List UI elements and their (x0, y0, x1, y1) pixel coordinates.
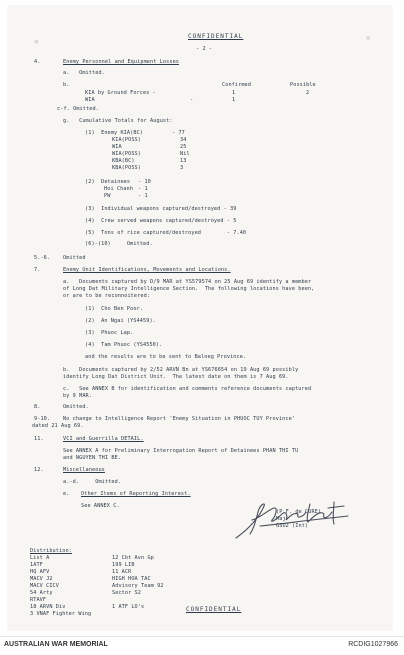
section-11-title: VCI and Guerrilla DETAIL. (63, 436, 144, 442)
kia-confirmed: 1 (232, 90, 236, 96)
distribution-item: 199 LIB (112, 562, 135, 568)
section-4-a: a. Omitted. (63, 70, 105, 76)
section-12-e-title: Other Items of Reporting Interest. (81, 491, 191, 497)
distribution-item: MACV J2 (30, 576, 53, 582)
g2-value: - 1 (138, 186, 148, 192)
g2-row: Hoi Chanh (104, 186, 134, 192)
distribution-item: HIGH HOA TAC (112, 576, 151, 582)
g1-value: Nil (180, 151, 190, 157)
column-possible: Possible (290, 82, 316, 88)
distribution-item: MACV CICV (30, 583, 60, 589)
section-11-line: See ANNEX A for Preliminary Interrogation Report of Detainees PHAN THI TU (63, 448, 299, 454)
location-item: (1) Cho Ben Poor. (85, 306, 144, 312)
kia-label: KIA by Ground Forces - (85, 90, 156, 96)
section-5-6-text: Omitted (63, 255, 86, 261)
distribution-item: 1 ATF LO's (112, 604, 145, 610)
section-11-line: and NGUYEN THI BE. (63, 455, 122, 461)
section-4-number: 4. (34, 59, 41, 65)
g1-value: 13 (180, 158, 187, 164)
column-confirmed: Confirmed (222, 82, 252, 88)
g1-row: WIA(POSS) (112, 151, 142, 157)
signatory-rank: Maj (276, 516, 286, 522)
distribution-item: 18 ARVN Div (30, 604, 66, 610)
section-12-number: 12. (34, 467, 44, 473)
distribution-item: 12 Cbt Avn Gp (112, 555, 154, 561)
g1-value: 3 (180, 165, 184, 171)
wia-dash: - (190, 97, 194, 103)
distribution-item: HQ AFV (30, 569, 50, 575)
section-4-b-label: b. (63, 82, 70, 88)
section-9-10-number: 9-10. (34, 416, 51, 422)
section-12-e-text: See ANNEX C. (81, 503, 120, 509)
faint-stamp-left: ⊕ (34, 38, 39, 46)
section-7-number: 7. (34, 267, 41, 273)
g1-row: KBA(POSS) (112, 165, 142, 171)
section-4-g: g. Cumulative Totals for August: (63, 118, 173, 124)
section-5-6-number: 5.-6. (34, 255, 51, 261)
location-item: (2) An Ngai (YS4459). (85, 318, 156, 324)
g2-value: - 1 (138, 193, 148, 199)
wia-confirmed: 1 (232, 97, 236, 103)
g1-row: WIA (112, 144, 122, 150)
distribution-item: 1ATF (30, 562, 43, 568)
g1-row: KIA(POSS) (112, 137, 142, 143)
distribution-item: 3 VNAF Fighter Wing (30, 611, 92, 617)
g5-line: (5) Tons of rice captured/destroyed - 7.40 (85, 230, 247, 236)
section-7-b-line: b. Documents captured by 2/52 ARVN Bn at YS676654 on 19 Aug 69 possibly (63, 367, 299, 373)
section-9-10-line: dated 21 Aug 69. (32, 423, 84, 429)
g2-row: (2) Detainees (85, 179, 131, 185)
classification-header: CONFIDENTIAL (188, 33, 244, 40)
archive-name: AUSTRALIAN WAR MEMORIAL (4, 641, 108, 648)
classification-footer: CONFIDENTIAL (186, 606, 242, 613)
section-7-results: and the results are to be sent to Baloeg Province. (85, 354, 247, 360)
faint-stamp-right: ⊗ (366, 34, 371, 42)
g1-row: (1) Enemy KIA(BC) (85, 130, 144, 136)
section-8-text: Omitted. (63, 404, 89, 410)
section-12-ad: a.-d. Omitted. (63, 479, 122, 485)
location-item: (3) Phuoc Lap. (85, 330, 134, 336)
signatory-name: (P.F. de CURE) (276, 509, 322, 515)
section-7-b-line: identify Long Dat District Unit. The latest date on them is 7 Aug 69. (63, 374, 289, 380)
distribution-item: 54 Arty (30, 590, 53, 596)
g1-value: 34 (180, 137, 187, 143)
section-12-title: Miscellaneous (63, 467, 105, 473)
section-4-cf: c-f. Omitted. (57, 106, 99, 112)
g3-line: (3) Individual weapons captured/destroyed - 39 (85, 206, 237, 212)
distribution-title: Distribution: (30, 548, 72, 554)
g1-row: KBA(BC) (112, 158, 135, 164)
g2-value: - 10 (138, 179, 151, 185)
handwritten-signature (230, 498, 360, 544)
g1-value: 25 (180, 144, 187, 150)
section-4-title: Enemy Personnel and Equipment Losses (63, 59, 180, 65)
distribution-item: 11 ACR (112, 569, 132, 575)
g1-value: - 77 (172, 130, 185, 136)
section-7-title: Enemy Unit Identifications, Movements and Locations. (63, 267, 231, 273)
section-7-a-line: a. Documents captured by D/9 MAR at YS579574 on 25 Aug 69 identify a member (63, 279, 312, 285)
section-7-c-line: c. See ANNEX B for identification and comments reference documents captured (63, 386, 312, 392)
section-7-a-line: or are to be reconnoitered: (63, 293, 151, 299)
archive-footer (0, 636, 404, 655)
section-8-number: 8. (34, 404, 41, 410)
location-item: (4) Tam Phuoc (YS4550). (85, 342, 163, 348)
kia-possible: 2 (306, 90, 310, 96)
section-11-number: 11. (34, 436, 44, 442)
section-9-10-line: No change to Intelligence Report 'Enemy Situation in PHUOC TUY Province' (63, 416, 296, 422)
distribution-item: List A (30, 555, 50, 561)
section-7-a-line: of Long Dat Military Intelligence Section. The following locations have been, (63, 286, 315, 292)
g6-line: (6)-(10) Omitted. (85, 241, 153, 247)
distribution-item: RTAVF (30, 597, 47, 603)
archive-reference: RCDIG1027966 (348, 641, 398, 648)
distribution-item: Advisory Team 92 (112, 583, 164, 589)
g4-line: (4) Crew served weapons captured/destroyed - 5 (85, 218, 237, 224)
signatory-role: GSO2 (Int) (276, 523, 309, 529)
section-12-e-label: e. (63, 491, 70, 497)
section-7-c-line: by 9 MAR. (63, 393, 93, 399)
g2-row: PW (104, 193, 111, 199)
distribution-item: Sector S2 (112, 590, 142, 596)
page-number: - 2 - (196, 46, 213, 52)
wia-label: WIA (85, 97, 95, 103)
